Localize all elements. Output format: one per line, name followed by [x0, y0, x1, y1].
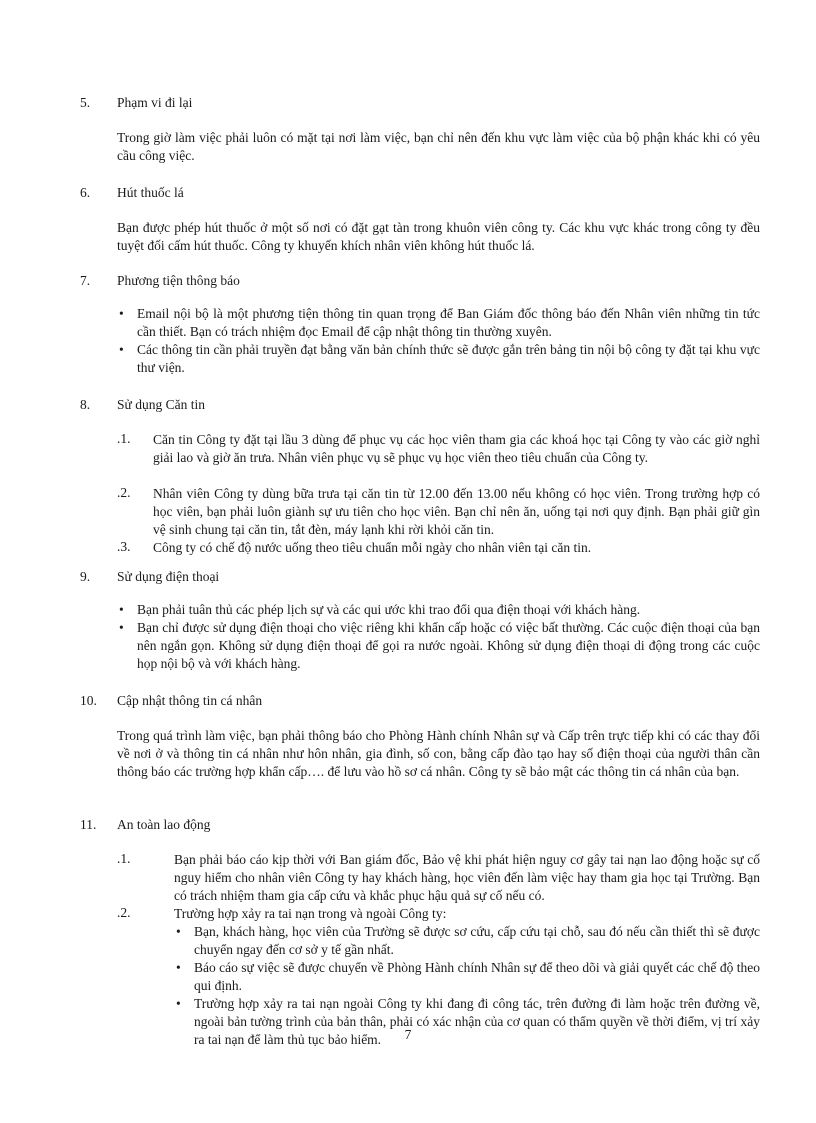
section-heading: [80, 567, 760, 587]
section-number: 6.: [80, 185, 91, 200]
section-heading: [80, 271, 760, 291]
list-item-text: Email nội bộ là một phương tiện thông tin quan trọng để Ban Giám đốc thông báo đến Nhân viên những tin tức cần thiết. Bạn có trách nhiệm đọc Email để cập nhật thông tin thường xuyên.: [137, 306, 760, 339]
section-number: 11.: [80, 817, 97, 832]
section-heading: [80, 183, 760, 203]
section-paragraph: Trong giờ làm việc phải luôn có mặt tại nơi làm việc, bạn chỉ nên đến khu vực làm việc của bộ phận khác khi có yêu cầu công việc.: [117, 130, 760, 163]
section-number: 9.: [80, 569, 91, 584]
section-heading: [80, 815, 760, 835]
list-item-text: Bạn phải tuân thủ các phép lịch sự và các qui ước khi trao đổi qua điện thoại với khách hàng.: [137, 602, 641, 617]
section-number: 5.: [80, 95, 91, 110]
section-title: Sử dụng điện thoại: [117, 569, 220, 584]
list-item: [174, 959, 760, 995]
section-title: Sử dụng Căn tin: [117, 397, 205, 412]
list-item: [117, 601, 760, 619]
section-heading: [80, 93, 760, 113]
bullet-icon: •: [176, 996, 181, 1011]
bullet-icon: •: [176, 960, 181, 975]
section-6: [80, 183, 760, 253]
page-number: 7: [404, 1027, 412, 1042]
sub-item-text: Công ty có chế độ nước uống theo tiêu chuẩn mỗi ngày cho nhân viên tại căn tin.: [153, 540, 592, 555]
section-paragraph: Trong quá trình làm việc, bạn phải thông báo cho Phòng Hành chính Nhân sự và Cấp trên trực tiếp khi có các thay đổi về nơi ở và thông tin cá nhân như hôn nhân, gia đình, số con, bằng cấp đào tạo hay số điện thoại của người thân cần thông báo các trường hợp khẩn cấp…. để lưu vào hồ sơ cá nhân. Công ty sẽ bảo mật các thông tin cá nhân của bạn.: [117, 728, 760, 779]
section-title: An toàn lao động: [117, 817, 211, 832]
section-7: [80, 271, 760, 375]
section-5: [80, 93, 760, 163]
list-item-text: Bạn chỉ được sử dụng điện thoại cho việc riêng khi khẩn cấp hoặc có việc bất thường. Các cuộc điện thoại của bạn nên ngắn gọn. Không sử dụng điện thoại để gọi ra nước ngoài. Không sử dụng điện thoại di động trong các cuộc họp nội bộ và với khách hàng.: [137, 620, 760, 671]
sub-item-text: Bạn phải báo cáo kịp thời với Ban giám đốc, Bảo vệ khi phát hiện nguy cơ gây tai nạn lao động hoặc sự cố nguy hiểm cho nhân viên Công ty hay khách hàng, học viên đến làm việc hay tham gia học tại Trường. Bạn có trách nhiệm tham gia cấp cứu và khắc phục hậu quả sự cố nếu có.: [174, 852, 760, 903]
bullet-list: [117, 601, 760, 673]
sub-item-number: .1.: [117, 851, 131, 866]
list-item-text: Báo cáo sự việc sẽ được chuyển về Phòng Hành chính Nhân sự để theo dõi và giải quyết các chế độ theo qui định.: [194, 960, 760, 993]
section-number: 8.: [80, 397, 91, 412]
section-number: 10.: [80, 693, 97, 708]
sub-item-text: Căn tin Công ty đặt tại lầu 3 dùng để phục vụ các học viên tham gia các khoá học tại Công ty vào các giờ nghỉ giải lao và giờ ăn trưa. Nhân viên phục vụ sẽ phục vụ học viên theo tiêu chuẩn của Công ty.: [153, 432, 760, 465]
list-item: [117, 305, 760, 341]
list-item: [117, 341, 760, 377]
section-title: Hút thuốc lá: [117, 185, 184, 200]
section-10: [80, 691, 760, 779]
section-title: Phương tiện thông báo: [117, 273, 240, 288]
bullet-list: [117, 305, 760, 377]
bullet-icon: •: [176, 924, 181, 939]
bullet-icon: •: [119, 620, 124, 635]
section-9: [80, 567, 760, 671]
section-8: [80, 395, 760, 555]
section-title: Cập nhật thông tin cá nhân: [117, 693, 263, 708]
sub-item-number: .1.: [117, 431, 131, 446]
list-item: [117, 619, 760, 673]
list-item-text: Các thông tin cần phải truyền đạt bằng văn bản chính thức sẽ được gắn trên bảng tin nội bộ công ty đặt tại khu vực thư viện.: [137, 342, 760, 375]
bullet-icon: •: [119, 602, 124, 617]
list-item-text: Bạn, khách hàng, học viên của Trường sẽ được sơ cứu, cấp cứu tại chỗ, sau đó nếu cần thiết thì sẽ được chuyển ngay đến cơ sở y tế gần nhất.: [194, 924, 760, 957]
bullet-icon: •: [119, 306, 124, 321]
sub-item-number: .2.: [117, 905, 131, 920]
list-item: [174, 923, 760, 959]
sub-item-number: .2.: [117, 485, 131, 500]
sub-item-text: Nhân viên Công ty dùng bữa trưa tại căn tin từ 12.00 đến 13.00 nếu không có học viên. Trong trường hợp có học viên, bạn phải luôn giành sự ưu tiên cho học viên. Bạn chỉ nên ăn, uống tại nơi quy định. Bạn phải giữ gìn vệ sinh chung tại căn tin, tắt đèn, máy lạnh khi rời khỏi căn tin.: [153, 486, 760, 537]
section-title: Phạm vi đi lại: [117, 95, 193, 110]
section-number: 7.: [80, 273, 91, 288]
section-heading: [80, 691, 760, 711]
sub-item-text: Trường hợp xảy ra tai nạn trong và ngoài Công ty:: [174, 906, 447, 921]
bullet-icon: •: [119, 342, 124, 357]
section-11: [80, 815, 760, 1047]
list-item-text: Trường hợp xảy ra tai nạn ngoài Công ty khi đang đi công tác, trên đường đi làm hoặc trên đường về, ngoài bản tường trình của bản thân, phải có xác nhận của cơ quan có thẩm quyền về thời điểm, vị trí xảy ra tai nạn để làm thủ tục bảo hiểm.: [194, 996, 760, 1047]
section-heading: [80, 395, 760, 415]
section-paragraph: Bạn được phép hút thuốc ở một số nơi có đặt gạt tàn trong khuôn viên công ty. Các khu vực khác trong công ty đều tuyệt đối cấm hút thuốc. Công ty khuyến khích nhân viên không hút thuốc lá.: [117, 220, 760, 253]
sub-item-number: .3.: [117, 539, 131, 554]
